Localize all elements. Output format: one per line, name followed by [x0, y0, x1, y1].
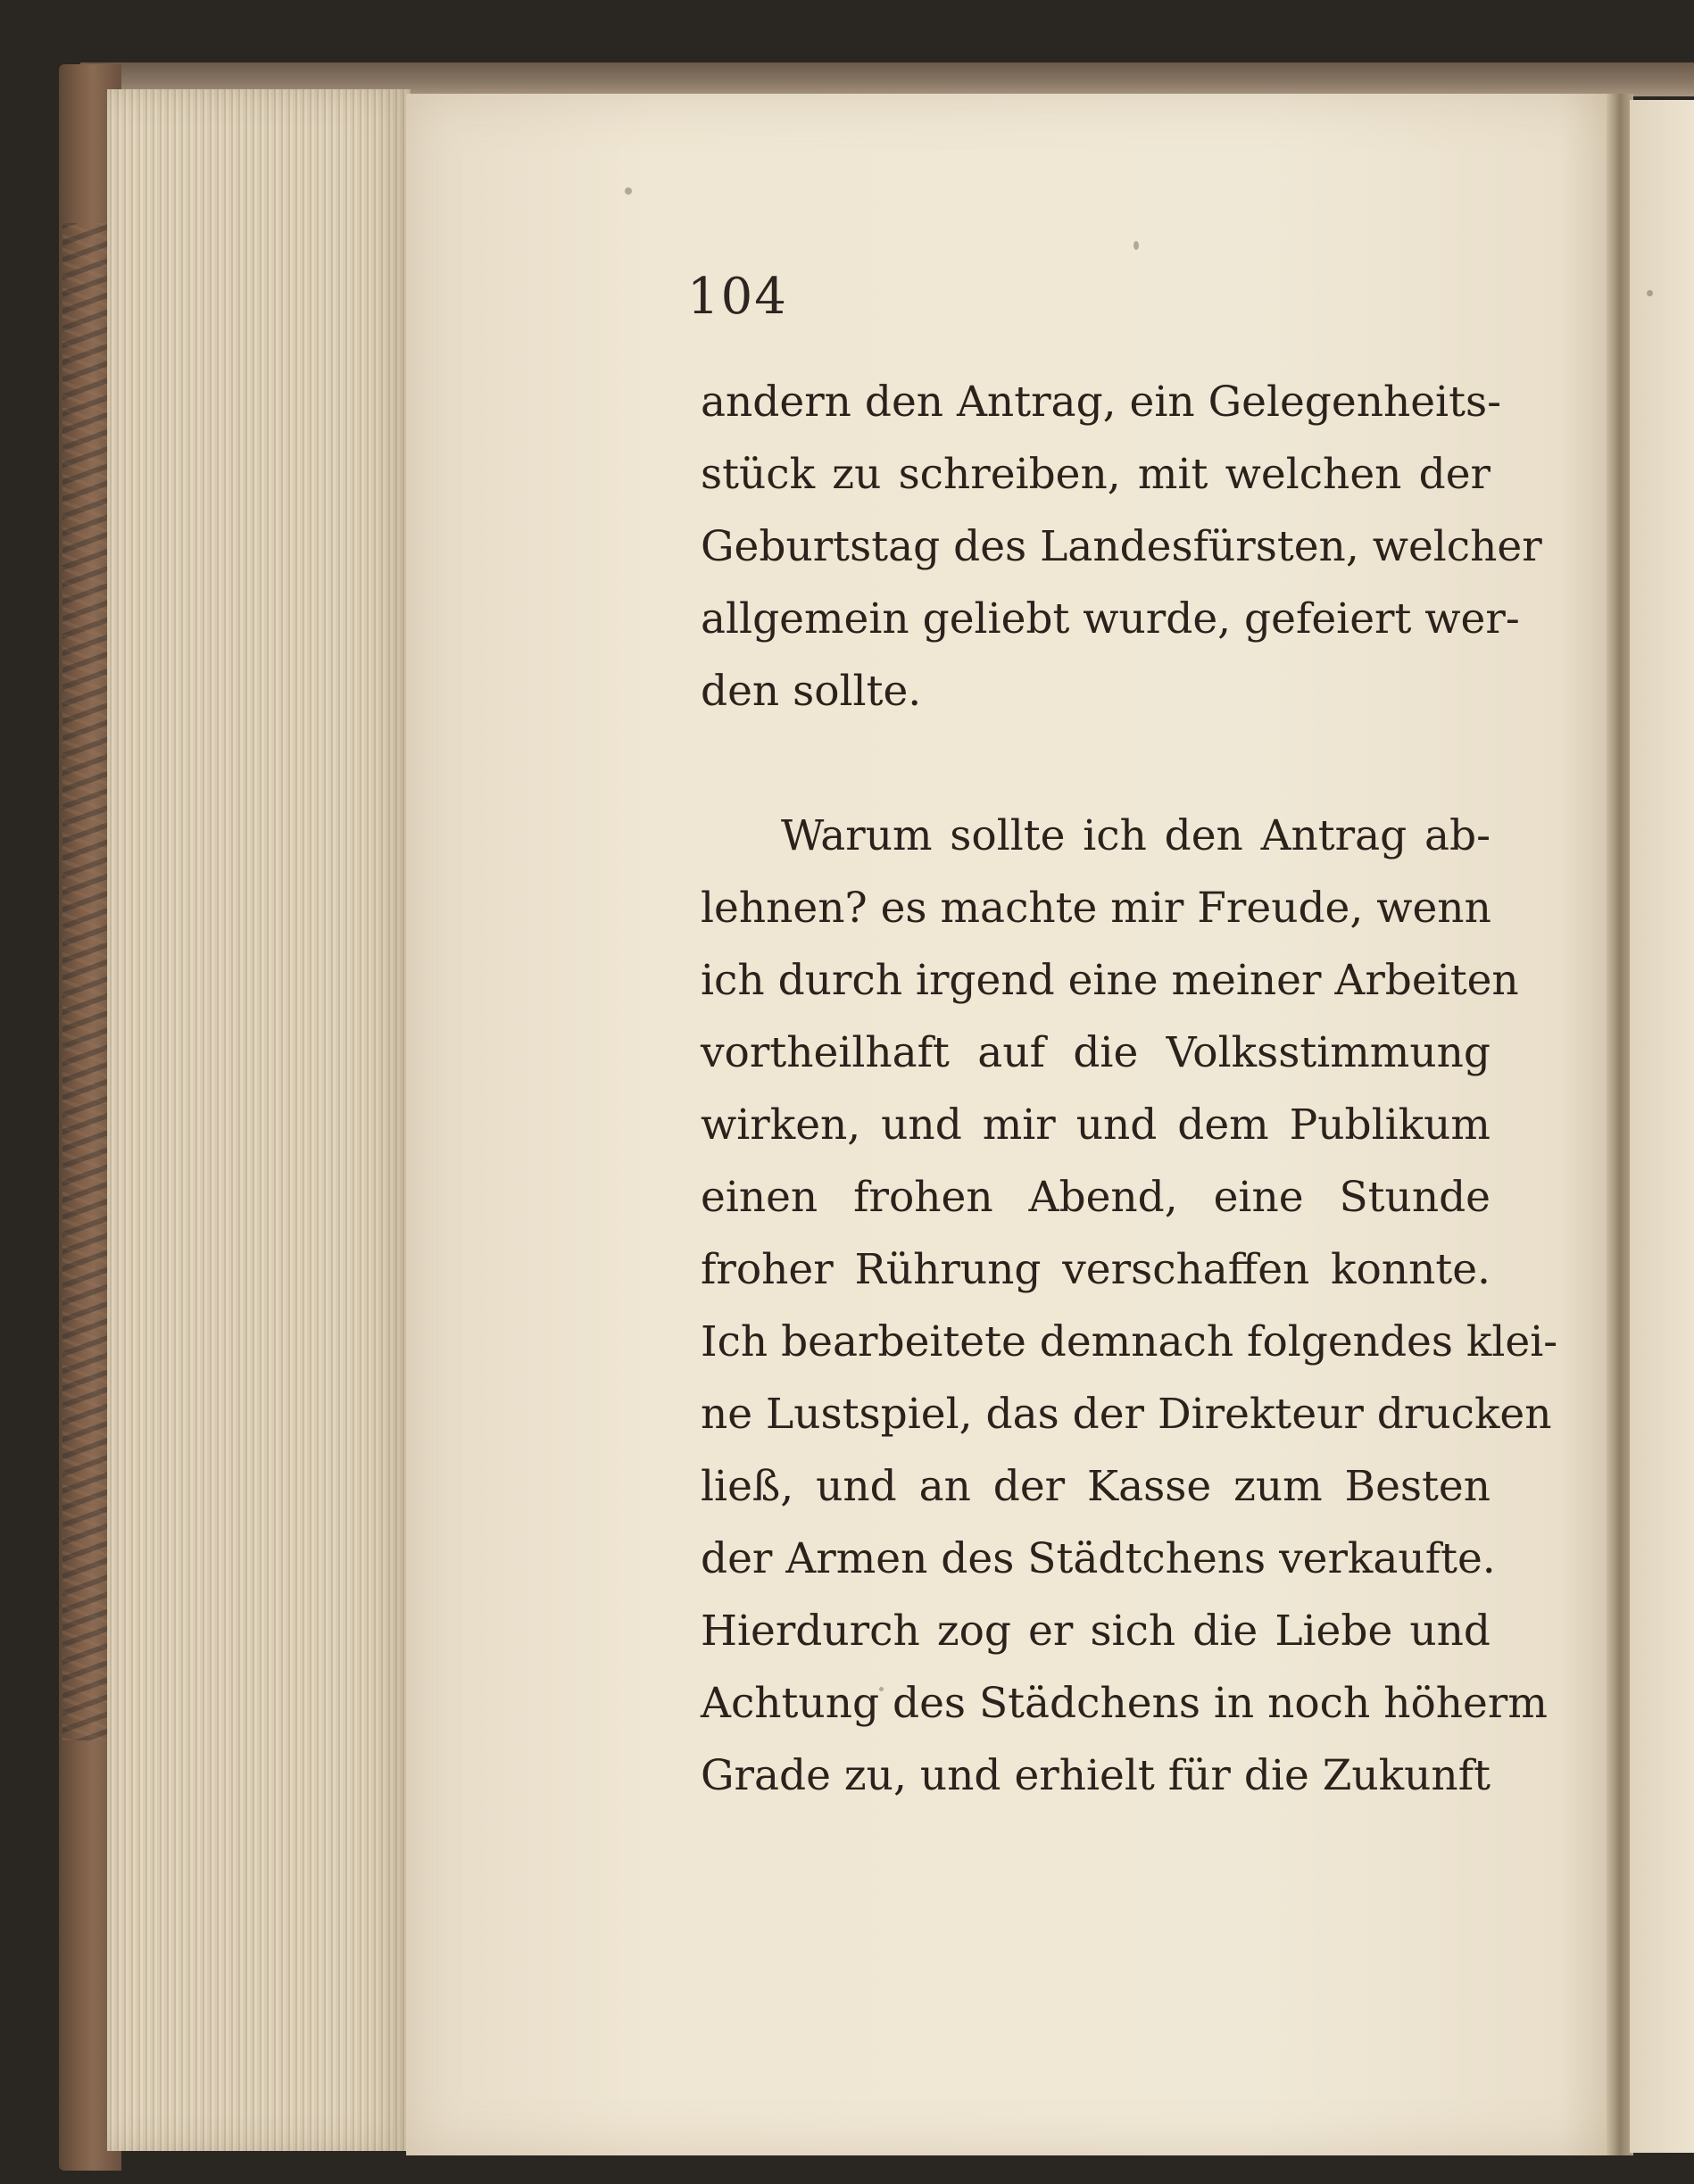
text-line: Geburtstag des Landesfürsten, welcher — [701, 522, 1542, 571]
text-line: wirken, und mir und dem Publikum — [701, 1100, 1491, 1150]
text-line: Hierdurch zog er sich die Liebe und — [701, 1607, 1491, 1656]
text-line: Achtung des Städchens in noch höherm — [701, 1679, 1548, 1728]
facing-page-edge — [1630, 100, 1694, 2153]
text-line: stück zu schreiben, mit welchen der — [701, 450, 1491, 499]
text-line: froher Rührung verschaffen konnte. — [701, 1245, 1491, 1294]
page-number: 104 — [687, 268, 788, 326]
paragraph-gap — [701, 727, 1491, 800]
text-line: vortheilhaft auf die Volksstimmung — [701, 1028, 1491, 1077]
text-line: Grade zu, und erhielt für die Zukunft — [701, 1751, 1491, 1800]
page-text — [701, 366, 1558, 1812]
paper-speck — [1133, 241, 1139, 250]
text-line: andern den Antrag, ein Gelegenheits- — [701, 378, 1501, 427]
text-line: ne Lustspiel, das der Direkteur drucken — [701, 1390, 1552, 1439]
text-line: ich durch irgend eine meiner Arbeiten — [701, 956, 1519, 1005]
paragraph-2 — [701, 800, 1558, 1812]
paper-speck — [625, 187, 632, 195]
paragraph-1 — [701, 366, 1542, 727]
text-line: den sollte. — [701, 667, 922, 716]
text-line: der Armen des Städtchens verkaufte. — [701, 1534, 1496, 1583]
page-edges — [107, 89, 411, 2151]
text-line: lehnen? es machte mir Freude, wenn — [701, 884, 1491, 933]
text-line: Warum sollte ich den Antrag ab- — [781, 811, 1491, 860]
paper-speck — [879, 1687, 884, 1691]
text-line: ließ, und an der Kasse zum Besten — [701, 1462, 1491, 1511]
text-line: allgemein geliebt wurde, gefeiert wer- — [701, 594, 1520, 644]
paper-speck — [1647, 290, 1653, 296]
text-line: einen frohen Abend, eine Stunde — [701, 1173, 1491, 1222]
text-line: Ich bearbeitete demnach folgendes klei- — [701, 1317, 1558, 1366]
